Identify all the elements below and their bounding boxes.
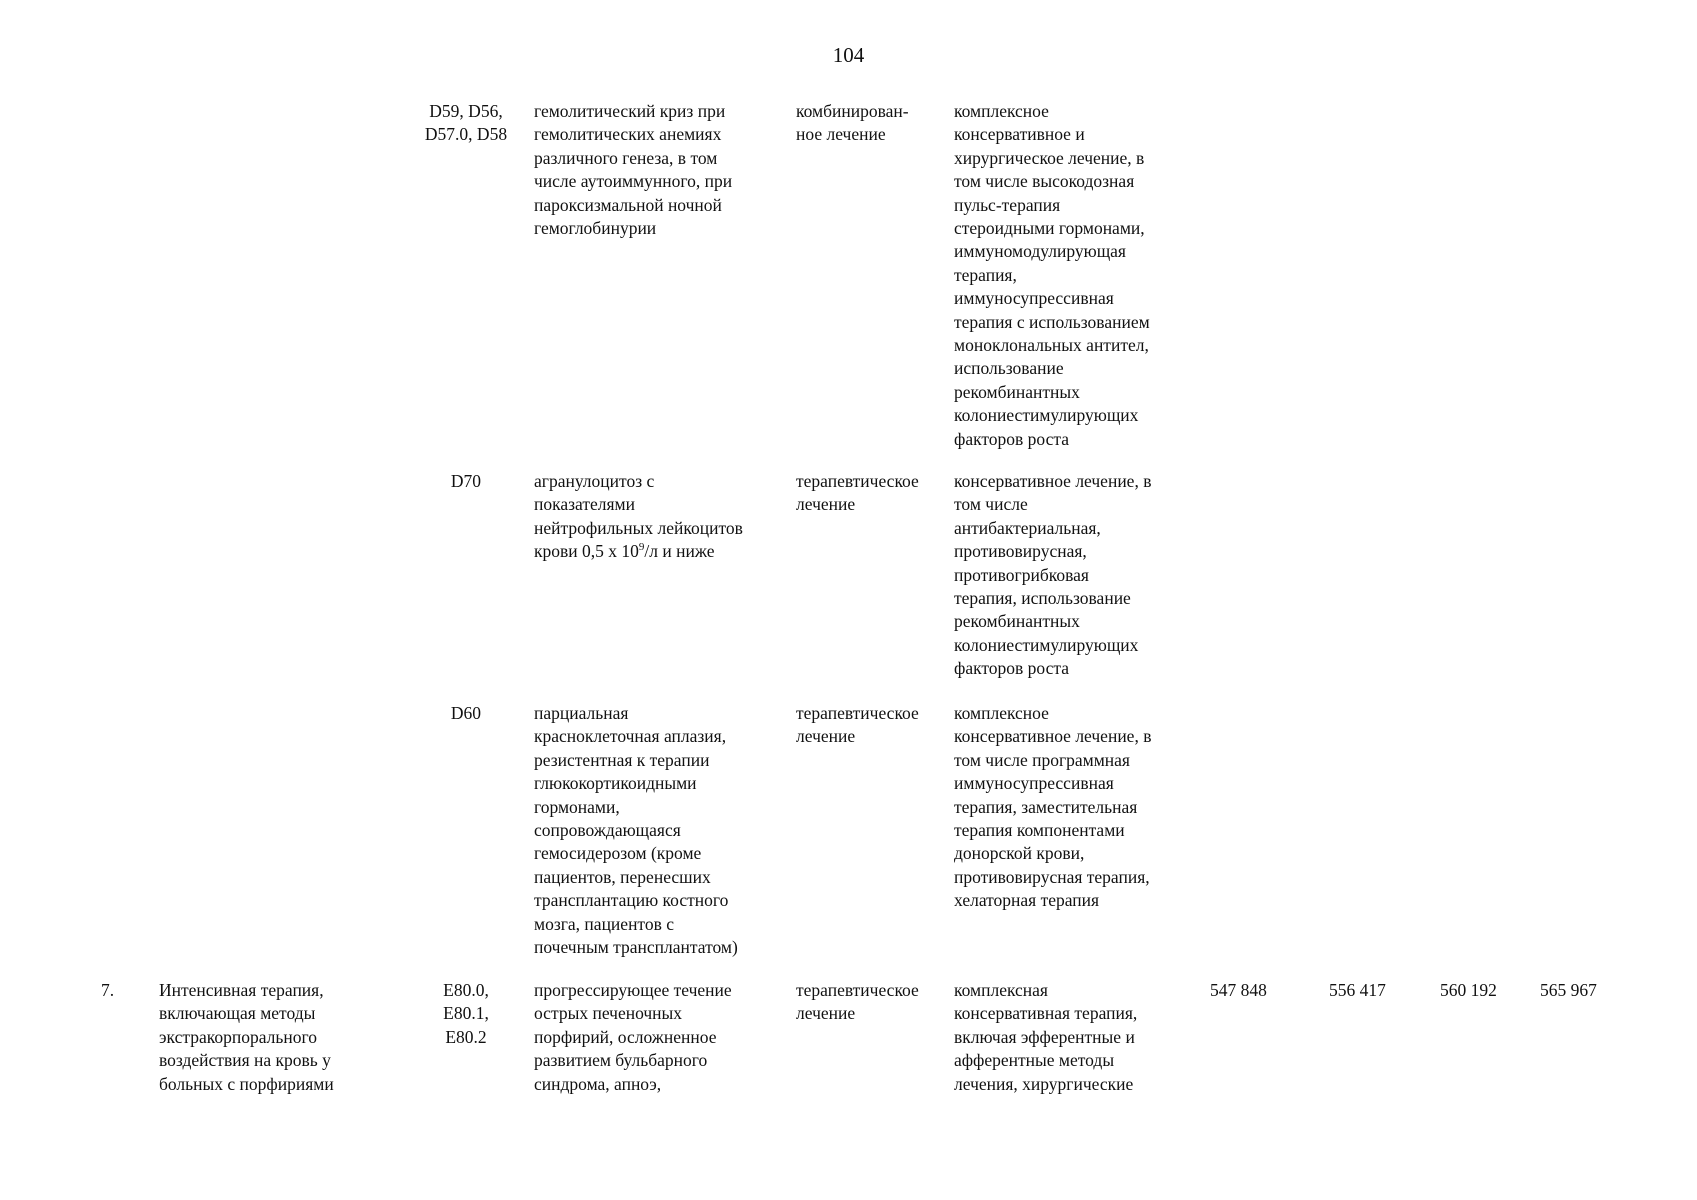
treatment-method: комплексная консервативная терапия, включая эфферентные и афферентные методы лечения, хирургические [954, 980, 1138, 1094]
cost-value: 560 192 [1440, 980, 1497, 1000]
patient-model [534, 470, 794, 564]
care-type-name: Интенсивная терапия, включающая методы экстракорпорального воздействия на кровь у больных с порфириями [159, 980, 334, 1094]
patient-model: прогрессирующее течение острых печеночных порфирий, осложненное развитием бульбарного синдрома, апноэ, [534, 980, 732, 1094]
treatment-method: консервативное лечение, в том числе антибактериальная, противовирусная, противогрибковая терапия, использование рекомбинантных колониестимулирующих факторов роста [954, 471, 1152, 679]
row-number: 7. [101, 980, 115, 1000]
icd-codes: E80.0, E80.1, E80.2 [443, 980, 489, 1047]
treatment-method: комплексное консервативное лечение, в том числе программная иммуносупрессивная терапия, заместительная терапия компонентами донорской крови, противовирусная терапия, хелаторная терапия [954, 703, 1152, 911]
treatment-type: терапевтическое лечение [796, 980, 919, 1024]
icd-codes: D60 [450, 703, 482, 723]
cost-value: 565 967 [1540, 980, 1597, 1000]
cost-value: 547 848 [1210, 980, 1267, 1000]
cost-value: 556 417 [1329, 980, 1386, 1000]
patient-model: парциальная красноклеточная аплазия, резистентная к терапии глюкокортикоидными гормонами, сопровождающаяся гемосидерозом (кроме пациентов, перенесших трансплантацию костного мозга, пациентов с почечным трансплантатом) [534, 703, 738, 958]
icd-codes: D70 [450, 471, 482, 491]
treatment-type: терапевтическое лечение [796, 471, 919, 515]
page-number: 104 [832, 43, 865, 67]
icd-codes: D59, D56, D57.0, D58 [424, 101, 508, 145]
patient-model-unit: /л и ниже [644, 541, 715, 562]
exponent: 9 [638, 541, 645, 554]
patient-model: гемолитический криз при гемолитических анемиях различного генеза, в том числе аутоиммунного, при пароксизмальной ночной гемоглобинурии [534, 101, 733, 239]
treatment-type: комбинирован- ное лечение [796, 101, 909, 145]
patient-model-text: агранулоцитоз с показателями нейтрофильных лейкоцитов крови 0,5 x 10 [534, 471, 743, 562]
treatment-method: комплексное консервативное и хирургическое лечение, в том числе высокодозная пульс-терапия стероидными гормонами, иммуномодулирующая терапия, иммуносупрессивная терапия с использованием моноклональных антител, использование рекомбинантных колониестимулирующих факторов роста [954, 101, 1150, 449]
treatment-type: терапевтическое лечение [796, 703, 919, 747]
